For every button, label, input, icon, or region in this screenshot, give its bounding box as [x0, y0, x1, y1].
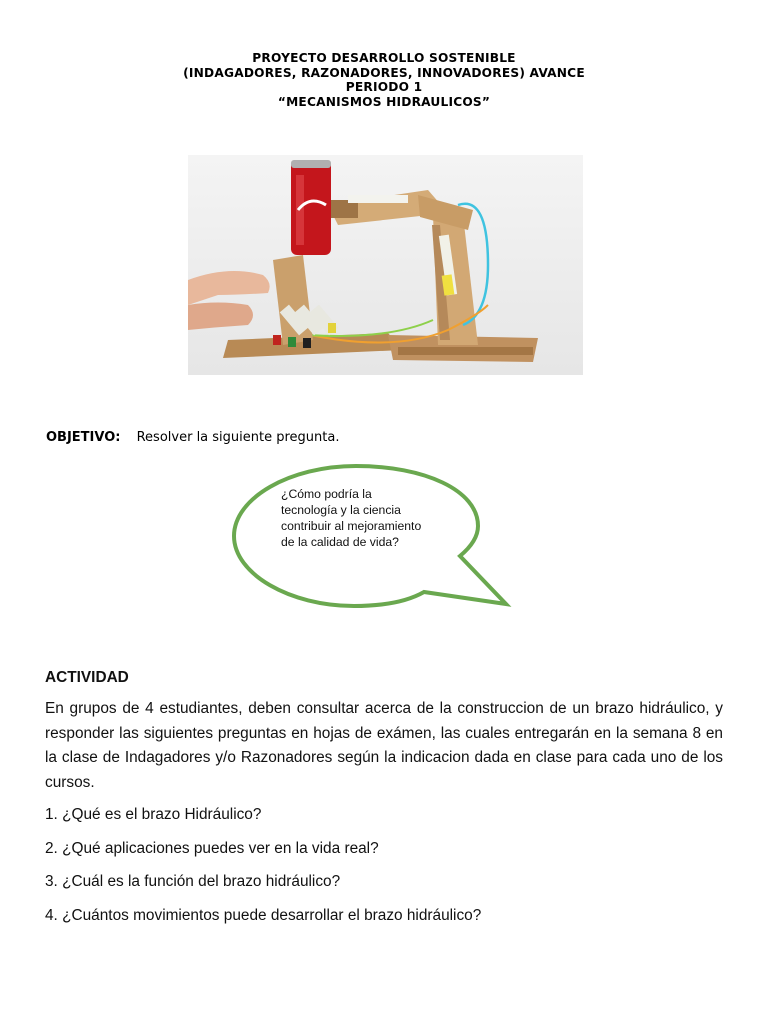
speech-bubble-text: ¿Cómo podría la tecnología y la ciencia contribuir al mejoramiento de la calidad de vida? — [281, 487, 422, 549]
activity-section — [45, 669, 723, 937]
question-1: 1. ¿Qué es el brazo Hidráulico? — [45, 806, 262, 823]
activity-heading: ACTIVIDAD — [45, 669, 129, 686]
question-3: 3. ¿Cuál es la función del brazo hidráulico? — [45, 873, 341, 890]
objective-text: Resolver la siguiente pregunta. — [136, 430, 340, 445]
title-line-4: “MECANISMOS HIDRAULICOS” — [277, 94, 491, 109]
title-line-2: (INDAGADORES, RAZONADORES, INNOVADORES) AVANCE — [183, 65, 585, 80]
title-line-3: PERIODO 1 — [345, 80, 423, 95]
hydraulic-arm-photo — [188, 155, 583, 375]
title-line-1: PROYECTO DESARROLLO SOSTENIBLE — [252, 51, 516, 65]
activity-paragraph: En grupos de 4 estudiantes, deben consultar acerca de la construccion de un brazo hidráulico, y responder las siguientes preguntas en hojas de exámen, las cuales entregarán en la semana 8 en la clase de Indagadores y/o Razonadores según la indicacion dada en clase para cada uno de los cursos. — [45, 700, 723, 791]
question-2: 2. ¿Qué aplicaciones puedes ver en la vida real? — [45, 839, 379, 857]
question-4: 4. ¿Cuántos movimientos puede desarrollar el brazo hidráulico? — [45, 906, 482, 924]
document-title — [0, 51, 768, 109]
objective-line — [46, 430, 339, 445]
objective-label: OBJETIVO: — [46, 430, 121, 445]
